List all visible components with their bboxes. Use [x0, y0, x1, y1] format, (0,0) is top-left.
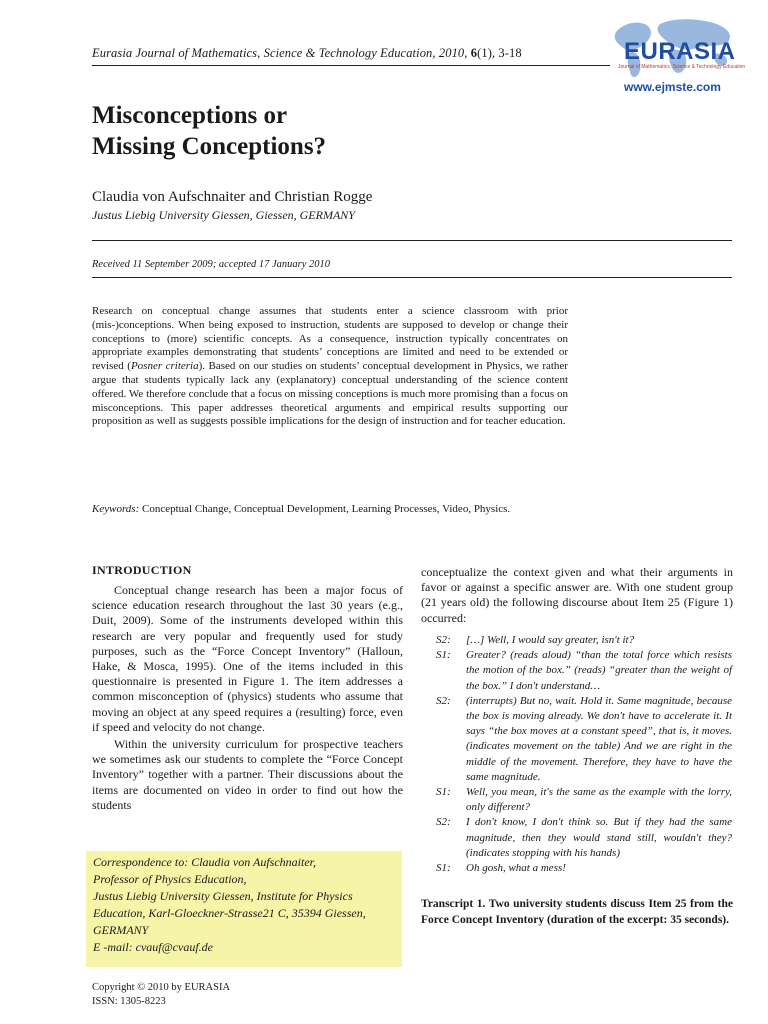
- authors: Claudia von Aufschnaiter and Christian Rogge: [92, 189, 373, 205]
- intro-paragraph-1: Conceptual change research has been a major focus of science education research throughout the last 30 years (e.g., Duit, 2009). Some of the instruments developed within this research are very popular and frequently used for study purposes, such as the “Force Concept Inventory” (Halloun, Hake, & Mosca, 1995). One of the items included in this questionnaire is presented in Figure 1. The item addresses a common misconception of (physics) students who assume that moving an object at any speed requires a (resulting) force, even if speed and velocity do not change.: [92, 583, 403, 734]
- journal-name: Eurasia Journal of Mathematics, Science & Technology Education,: [92, 46, 436, 60]
- correspondence-line: Education, Karl-Gloeckner-Strasse21 C, 35394 Giessen,: [93, 906, 366, 920]
- journal-issue-pages: (1), 3-18: [477, 46, 522, 60]
- keywords-text: Conceptual Change, Conceptual Development, Learning Processes, Video, Physics.: [139, 503, 511, 515]
- received-dates: Received 11 September 2009; accepted 17 January 2010: [92, 259, 331, 270]
- correspondence-line: Professor of Physics Education,: [93, 872, 247, 886]
- paper-title: [92, 100, 492, 162]
- transcript: [436, 633, 732, 876]
- abstract-italic: Posner criteria: [130, 360, 199, 373]
- transcript-line: [436, 694, 732, 785]
- abstract-part-2: ). Based on our studies on students’ conceptual development in Physics, we rather argue that students typically lack any (explanatory) conceptual understanding of the science content offered. We therefore conclude that a focus on missing conceptions is much more promising than a focus on misconceptions. This paper addresses theoretical arguments and empirical results supporting our proposition as well as suggests possible implications for the design of instruction and for teacher education.: [92, 360, 568, 428]
- transcript-caption: Transcript 1. Two university students discuss Item 25 from the Force Concept Inventory (duration of the excerpt: 35 seconds).: [421, 898, 733, 926]
- transcript-line: [436, 785, 732, 815]
- correspondence-email[interactable]: E -mail: cvauf@cvauf.de: [93, 940, 213, 954]
- transcript-text: Well, you mean, it's the same as the example with the lorry, only different?: [466, 786, 732, 814]
- right-column-text: [421, 565, 733, 626]
- copyright: [92, 981, 230, 1009]
- intro-body: [92, 583, 403, 813]
- transcript-speaker: S1:: [436, 862, 451, 875]
- title-line-2: Missing Conceptions?: [92, 133, 327, 160]
- correspondence-line: Justus Liebig University Giessen, Institute for Physics: [93, 889, 353, 903]
- logo-name: EURASIA: [624, 38, 736, 65]
- transcript-text: (interrupts) But no, wait. Hold it. Same magnitude, because the box is moving already. We don't have to accelerate it. It says “the box moves at a constant speed”, that is, it moves. (indicates movement on the table) And we are right in the middle of the movement. Therefore, they have to have the same magnitude.: [466, 694, 732, 783]
- title-line-1: Misconceptions or: [92, 102, 288, 129]
- rule-above-received: [92, 240, 732, 241]
- journal-year: 2010,: [438, 46, 468, 60]
- journal-line: [92, 46, 522, 61]
- intro-paragraph-2: Within the university curriculum for prospective teachers we sometimes ask our students to complete the “Force Concept Inventory” together with a partner. Their discussions about the items are documented on video in order to find out how the students: [92, 737, 403, 812]
- right-column-paragraph: conceptualize the context given and what their arguments in favor or against a specific answer are. With one student group (21 years old) the following discourse about Item 25 (Figure 1) occurred:: [421, 565, 733, 625]
- correspondence-text: [93, 854, 393, 956]
- keywords-label: Keywords:: [92, 503, 140, 515]
- transcript-speaker: S1:: [436, 786, 451, 799]
- transcript-line: [436, 648, 732, 694]
- rule-below-received: [92, 277, 732, 278]
- copyright-line: Copyright © 2010 by EURASIA: [92, 982, 231, 993]
- transcript-speaker: S2:: [436, 816, 451, 829]
- transcript-line: [436, 815, 732, 861]
- transcript-speaker: S2:: [436, 634, 451, 646]
- keywords: [92, 502, 542, 516]
- section-heading-introduction: INTRODUCTION: [92, 563, 192, 577]
- transcript-text: Greater? (reads aloud) “than the total force which resists the motion of the box.” (reads) “greater than the weight of the box.” I don't understand…: [466, 649, 732, 692]
- eurasia-logo: [610, 14, 746, 100]
- logo-subtitle: Journal of Mathematics, Science & Technology Education: [618, 64, 746, 70]
- logo-url[interactable]: www.ejmste.com: [624, 80, 721, 94]
- transcript-text: […] Well, I would say greater, isn't it?: [466, 634, 635, 646]
- correspondence-box: [86, 851, 402, 967]
- transcript-text: Oh gosh, what a mess!: [466, 862, 566, 875]
- transcript-line: [436, 633, 732, 648]
- abstract: [92, 305, 568, 429]
- transcript-speaker: S1:: [436, 649, 451, 662]
- journal-volume: 6: [470, 46, 478, 60]
- abstract-part-1: Research on conceptual change assumes that students enter a science classroom with prior (mis-)conceptions. When being exposed to instruction, students are supposed to develop or change their conceptions to (more) scientific concepts. As a consequence, instruction typically concentrates on appropriate examples demonstrating that students’ conceptions are limited and need to be extended or revised (: [92, 305, 568, 373]
- correspondence-line: GERMANY: [93, 923, 149, 937]
- header-rule: [92, 65, 610, 66]
- transcript-text: I don't know, I don't think so. But if they had the same magnitude, then they would stand still, wouldn't they? (indicates stopping with his hands): [466, 816, 732, 859]
- correspondence-line: Correspondence to: Claudia von Aufschnaiter,: [93, 855, 316, 869]
- issn-line: ISSN: 1305-8223: [92, 996, 166, 1007]
- transcript-line: [436, 861, 732, 876]
- affiliation: Justus Liebig University Giessen, Giessen, GERMANY: [92, 208, 355, 222]
- transcript-speaker: S2:: [436, 694, 451, 707]
